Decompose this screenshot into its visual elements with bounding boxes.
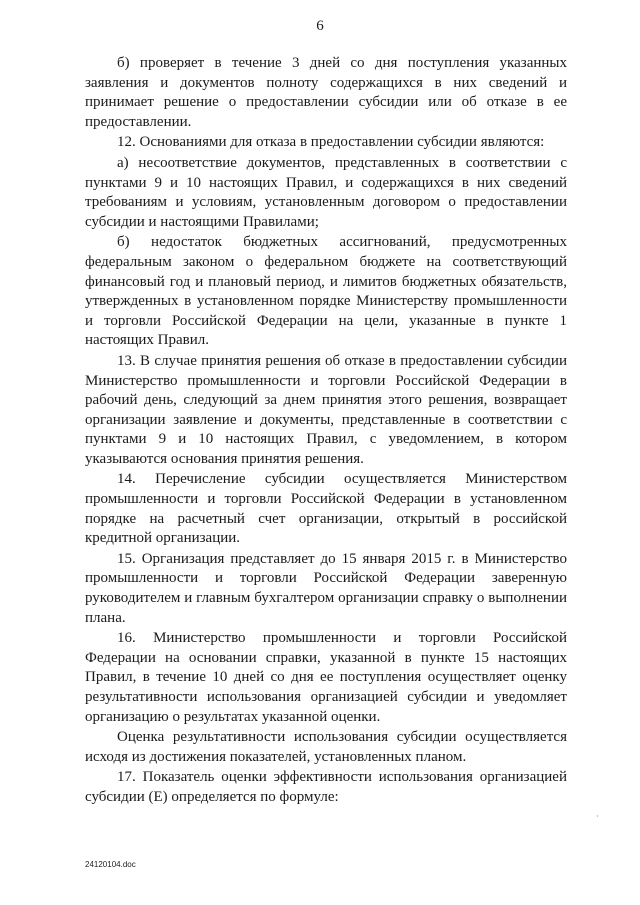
paragraph-16: 16. Министерство промышленности и торговли Российской Федерации на основании справки, указанной в пункте 15 настоящих Правил, в течение 10 дней со дня ее поступления осуществляет оценку результативности использования организацией субсидии и уведомляет организацию о результатах указанной оценки. [85, 630, 567, 725]
paragraph-14: 14. Перечисление субсидии осуществляется Министерством промышленности и торговли Российской Федерации в установленном порядке на расчетный счет организации, открытый в российской кредитной организации. [85, 471, 567, 547]
paragraph-13: 13. В случае принятия решения об отказе в предоставлении субсидии Министерство промышленности и торговли Российской Федерации в рабочий день, следующий за днем принятия этого решения, возвращает организации заявление и документы, представленные в соответствии с пунктами 9 и 10 настоящих Правил, с уведомлением, в котором указываются основания принятия решения. [85, 352, 567, 467]
paragraph-16-evaluation: Оценка результативности использования субсидии осуществляется исходя из достижения показателей, установленных планом. [85, 729, 567, 765]
paragraph-12b: б) недостаток бюджетных ассигнований, предусмотренных федеральным законом о федеральном бюджете на соответствующий финансовый год и плановый период, и лимитов бюджетных обязательств, утвержденных в установленном порядке Министерству промышленности и торговли Российской Федерации на цели, указанные в пункте 1 настоящих Правил. [85, 234, 567, 349]
stray-mark: · [596, 812, 599, 821]
paragraph-12a: а) несоответствие документов, представленных в соответствии с пунктами 9 и 10 настоящих Правил, и содержащихся в них сведений требованиям и условиям, установленным договором о предоставлении субсидии и настоящими Правилами; [85, 154, 567, 230]
page-number: 6 [316, 18, 324, 34]
paragraph-17: 17. Показатель оценки эффективности использования организацией субсидии (Е) определяется по формуле: [85, 769, 567, 805]
document-body [85, 54, 567, 809]
paragraph-12-grounds: 12. Основаниями для отказа в предоставлении субсидии являются: [117, 134, 545, 151]
paragraph-1b-check: б) проверяет в течение 3 дней со дня поступления указанных заявления и документов полноту содержащихся в них сведений и принимает решение о предоставлении субсидии или об отказе в ее предоставлении. [85, 55, 567, 130]
footer-file-code: 24120104.doc [85, 860, 136, 869]
paragraph-15: 15. Организация представляет до 15 января 2015 г. в Министерство промышленности и торговли Российской Федерации заверенную руководителем и главным бухгалтером организации справку о выполнении плана. [85, 550, 567, 626]
